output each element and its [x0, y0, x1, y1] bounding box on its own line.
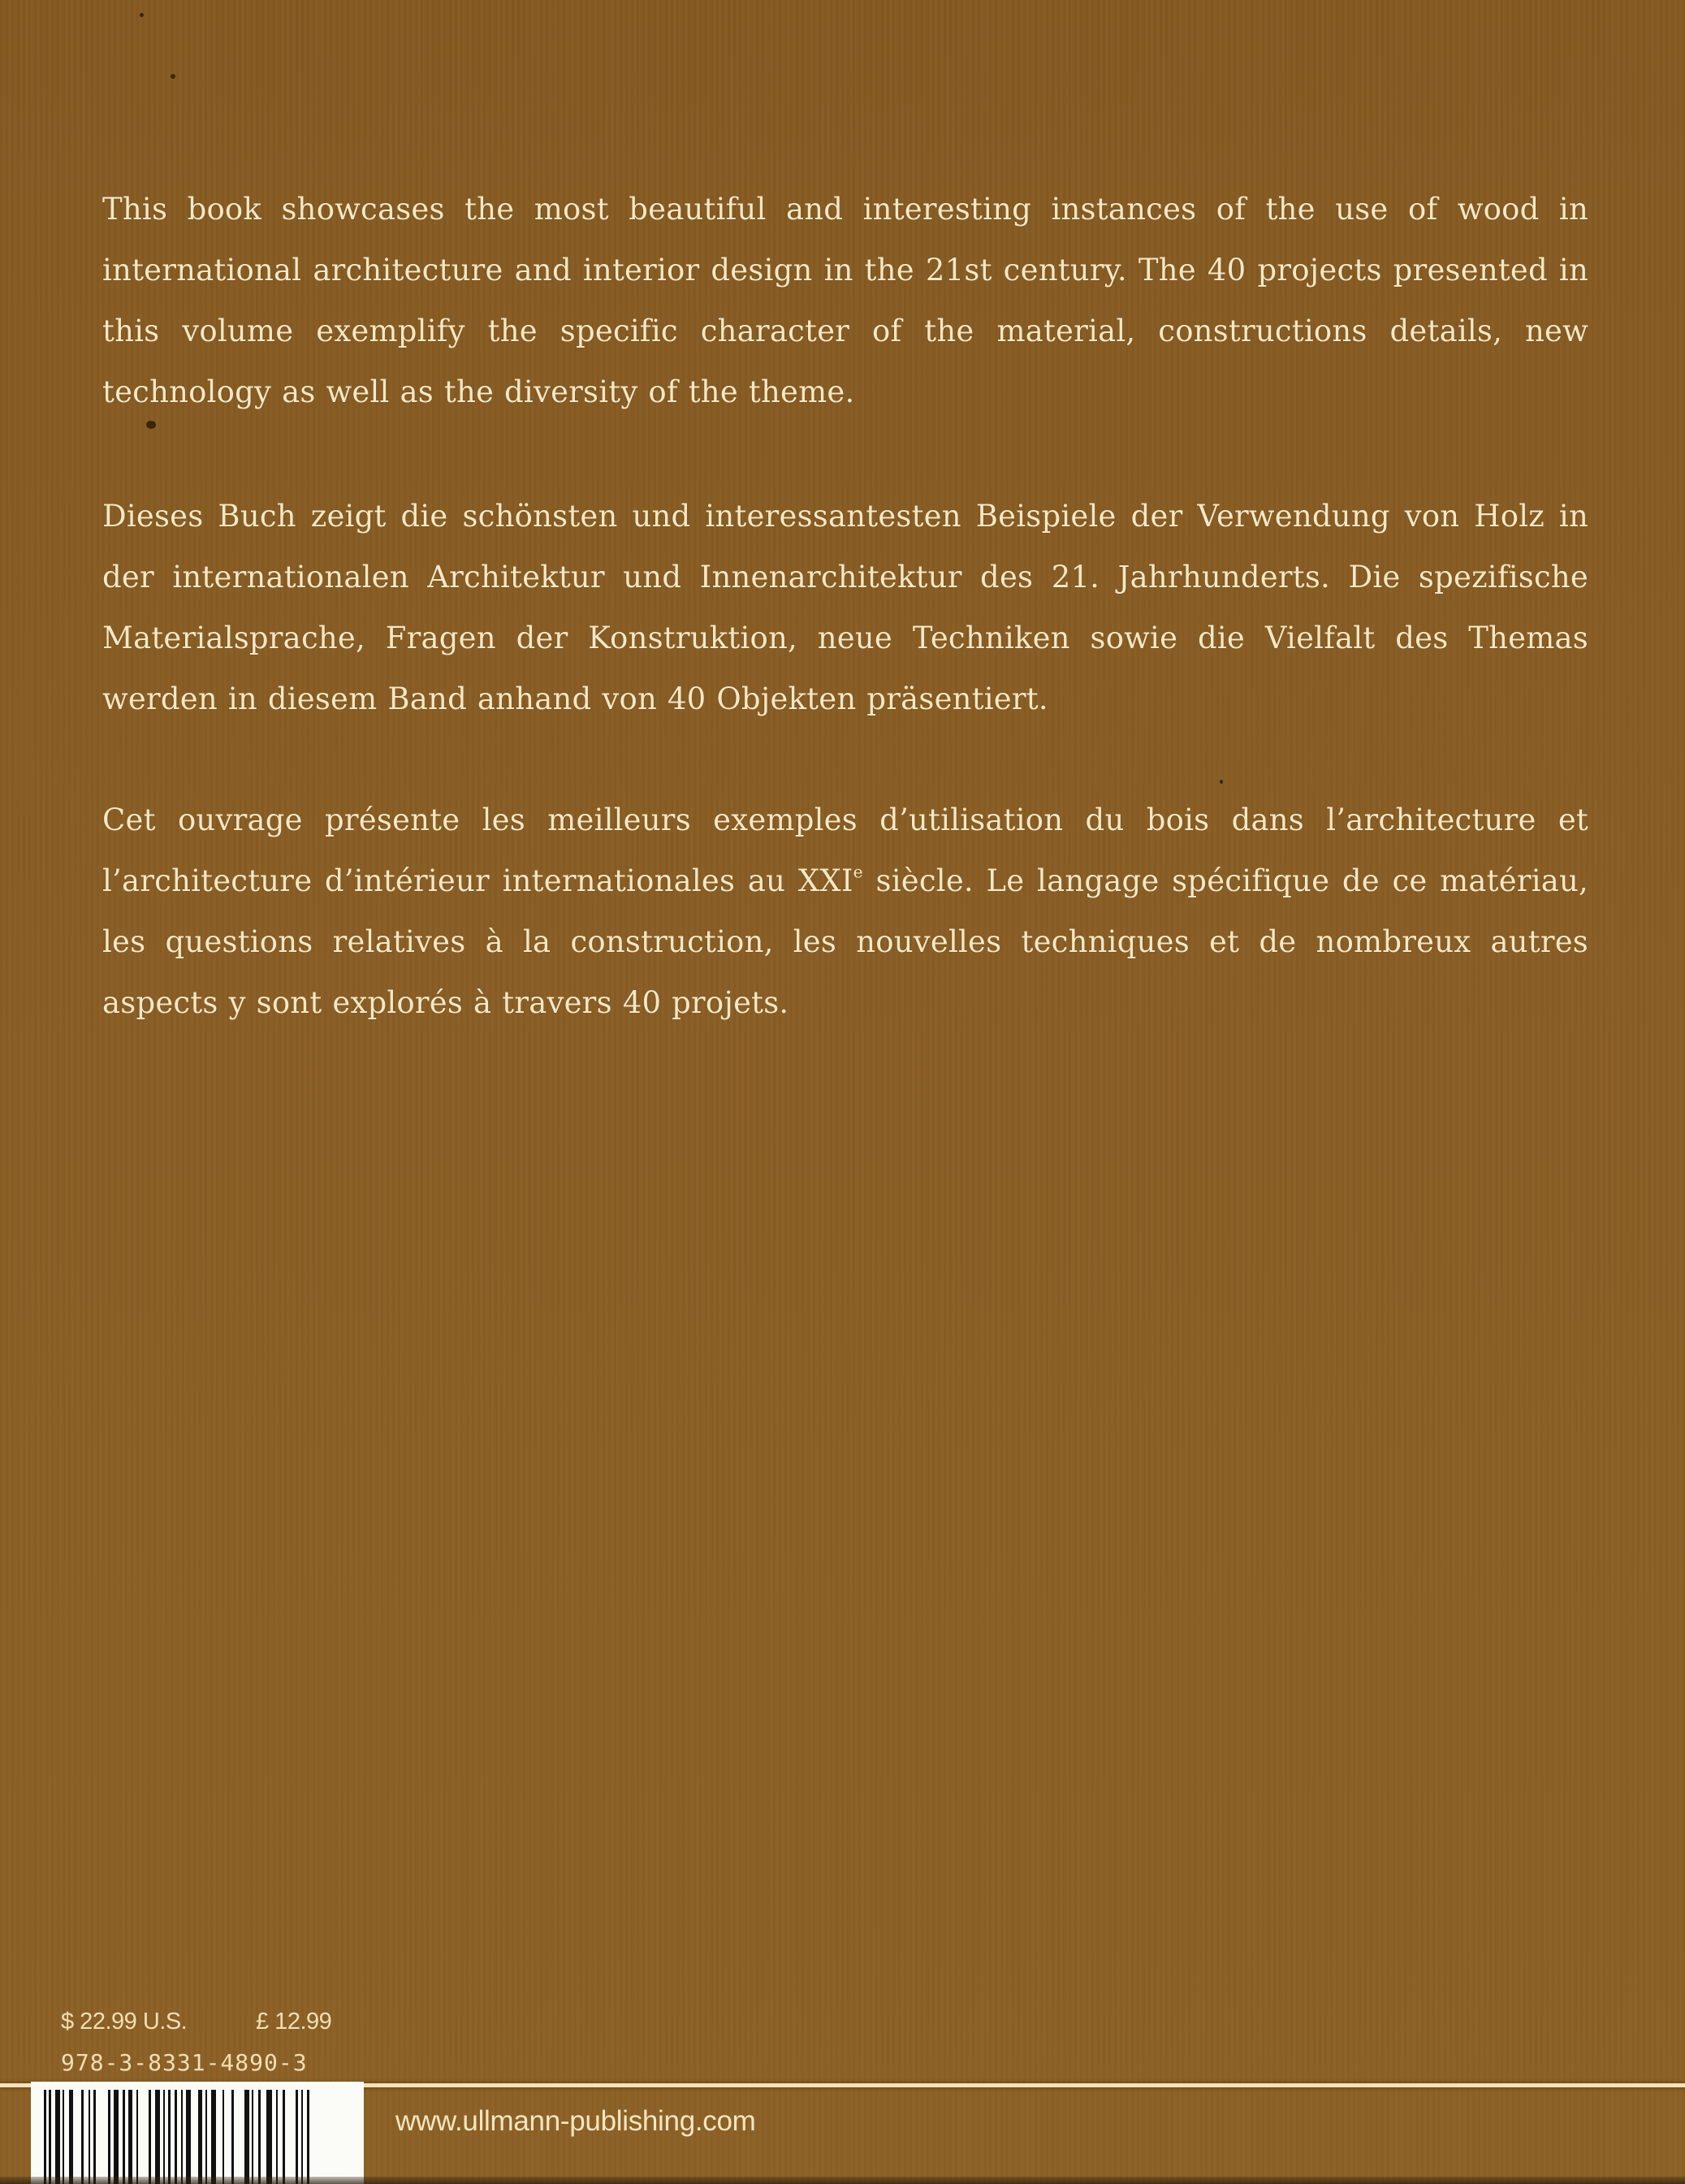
century-superscript: e	[853, 862, 863, 882]
price-gbp: £ 12.99	[256, 2009, 332, 2035]
isbn-number: 978-3-8331-4890-3	[61, 2049, 308, 2076]
blurb-german: Dieses Buch zeigt die schönsten und interessantesten Beispiele der Verwendung von Holz in der internationalen Architektur und Innenarchitektur des 21. Jahrhunderts. Die spezifische Materialsprache, Fragen der Konstruktion, neue Techniken sowie die Vielfalt des Themas werden in diesem Band anhand von 40 Objekten präsentiert.	[102, 499, 1588, 716]
blurb-french	[102, 789, 1588, 1033]
scan-edge-shadow	[0, 2177, 1685, 2184]
barcode-icon	[31, 2082, 364, 2184]
publisher-website-link[interactable]: www.ullmann-publishing.com	[395, 2105, 756, 2137]
print-speck	[171, 74, 175, 79]
price-block	[61, 2005, 331, 2039]
blurb-french-part-2: siècle. Le langage spécifique de ce matériau, les questions relatives à la construction, les nouvelles techniques et de nombreux autres aspects y sont explorés à travers 40 projets.	[102, 863, 1588, 1020]
blurb-french-part-1: Cet ouvrage présente les meilleurs exemples d’utilisation du bois dans l’architecture et l’architecture d’intérieur internationales au XXI	[102, 802, 1588, 898]
print-speck	[140, 13, 144, 17]
print-speck	[1220, 780, 1223, 784]
barcode-bars	[31, 2085, 364, 2184]
blurb-english: This book showcases the most beautiful and interesting instances of the use of wood in international architecture and interior design in the 21st century. The 40 projects presented in this volume exemplify the specific character of the material, constructions details, new technology as well as the diversity of the theme.	[102, 192, 1588, 409]
price-usd: $ 22.99 U.S.	[61, 2009, 188, 2035]
